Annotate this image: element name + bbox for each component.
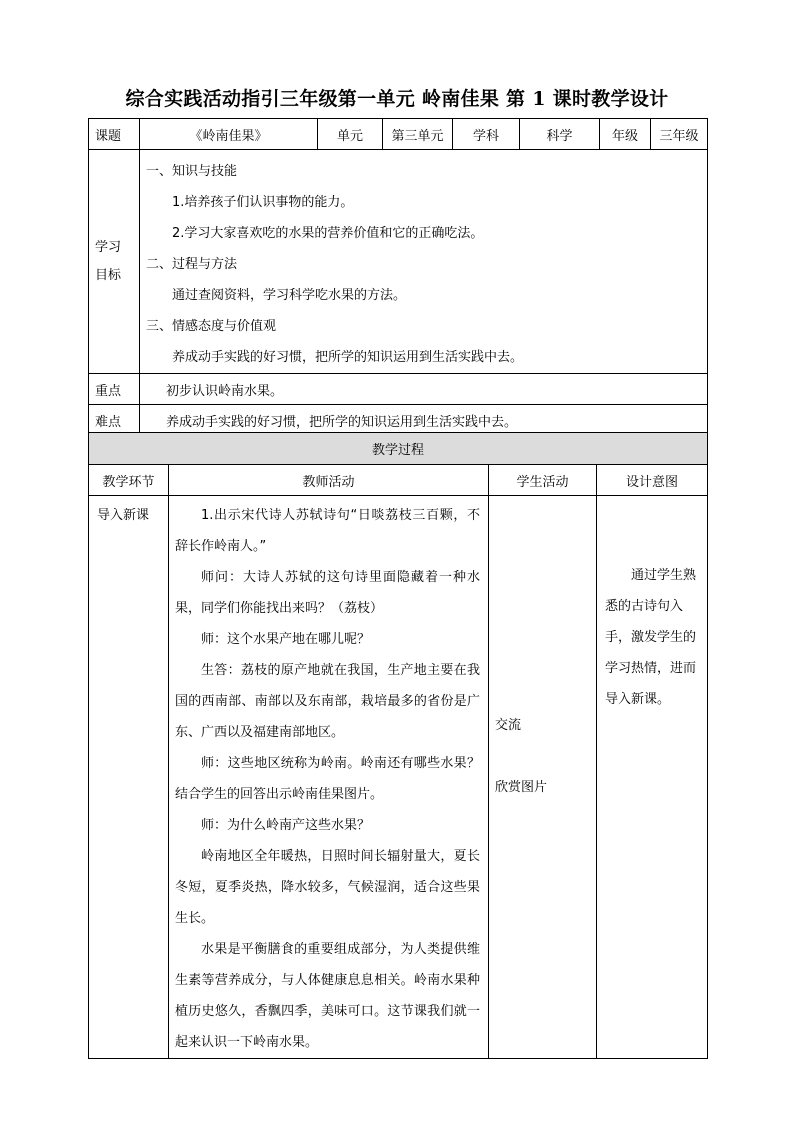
- topic-value: 《岭南佳果》: [140, 119, 318, 150]
- student-activity-item: 欣赏图片: [495, 780, 548, 795]
- design-intent-cell: [597, 496, 708, 1059]
- key-point-label: 重点: [89, 374, 140, 405]
- objective-heading-1: 一、知识与技能: [146, 164, 238, 179]
- student-activity-item: 交流: [495, 718, 522, 733]
- lesson-info-table: [88, 118, 708, 436]
- teacher-paragraph: 师：这些地区统称为岭南。岭南还有哪些水果？结合学生的回答出示岭南佳果图片。: [175, 756, 480, 802]
- key-point-value: 初步认识岭南水果。: [140, 374, 708, 405]
- objectives-label: [89, 150, 140, 374]
- difficulty-value: 养成动手实践的好习惯，把所学的知识运用到生活实践中去。: [140, 405, 708, 436]
- process-table: [88, 432, 708, 1059]
- grade-label: 年级: [600, 119, 651, 150]
- objective-item: 养成动手实践的好习惯，把所学的知识运用到生活实践中去。: [172, 350, 524, 365]
- objectives-content: [140, 150, 708, 374]
- teacher-activity-cell: [169, 496, 489, 1059]
- objective-item: 通过查阅资料，学习科学吃水果的方法。: [172, 288, 407, 303]
- stage-cell: [89, 496, 169, 1059]
- unit-value: 第三单元: [383, 119, 453, 150]
- teacher-paragraph: 1.出示宋代诗人苏轼诗句“日啖荔枝三百颗，不辞长作岭南人。”: [175, 508, 480, 554]
- teacher-paragraph: 水果是平衡膳食的重要组成部分，为人类提供维生素等营养成分，与人体健康息息相关。岭南水果种植历史悠久，香飘四季，美味可口。这节课我们就一起来认识一下岭南水果。: [175, 942, 480, 1050]
- teacher-paragraph: 师：这个水果产地在哪儿呢？: [201, 632, 371, 647]
- objectives-label-text: 学习目标: [95, 239, 122, 283]
- grade-value: 三年级: [651, 119, 708, 150]
- student-activity-cell: [489, 496, 597, 1059]
- teacher-paragraph: 师问：大诗人苏轼的这句诗里面隐藏着一种水果，同学们你能找出来吗？（荔枝）: [175, 570, 480, 616]
- teacher-paragraph: 岭南地区全年暖热，日照时间长辐射量大，夏长冬短，夏季炎热，降水较多，气候湿润，适合这些果生长。: [175, 849, 480, 926]
- column-header-design: 设计意图: [597, 465, 708, 496]
- stage-name: 导入新课: [97, 508, 150, 523]
- document-title: 综合实践活动指引三年级第一单元 岭南佳果 第 1 课时教学设计: [125, 88, 669, 110]
- difficulty-label: 难点: [89, 405, 140, 436]
- objective-heading-2: 二、过程与方法: [146, 257, 238, 272]
- subject-value: 科学: [520, 119, 600, 150]
- column-header-teacher: 教师活动: [169, 465, 489, 496]
- unit-label: 单元: [318, 119, 383, 150]
- objective-item: 2.学习大家喜欢吃的水果的营养价值和它的正确吃法。: [172, 226, 484, 241]
- teacher-paragraph: 生答：荔枝的原产地就在我国，生产地主要在我国的西南部、南部以及东南部，栽培最多的省份是广东、广西以及福建南部地区。: [175, 663, 480, 740]
- teacher-paragraph: 师：为什么岭南产这些水果？: [201, 818, 371, 833]
- column-header-stage: 教学环节: [89, 465, 169, 496]
- process-header: 教学过程: [89, 433, 708, 465]
- subject-label: 学科: [453, 119, 520, 150]
- design-intent-text: 通过学生熟悉的古诗句入手，激发学生的学习热情，进而导入新课。: [605, 568, 697, 707]
- column-header-student: 学生活动: [489, 465, 597, 496]
- topic-label: 课题: [89, 119, 140, 150]
- objective-item: 1.培养孩子们认识事物的能力。: [172, 195, 354, 210]
- objective-heading-3: 三、情感态度与价值观: [146, 319, 277, 334]
